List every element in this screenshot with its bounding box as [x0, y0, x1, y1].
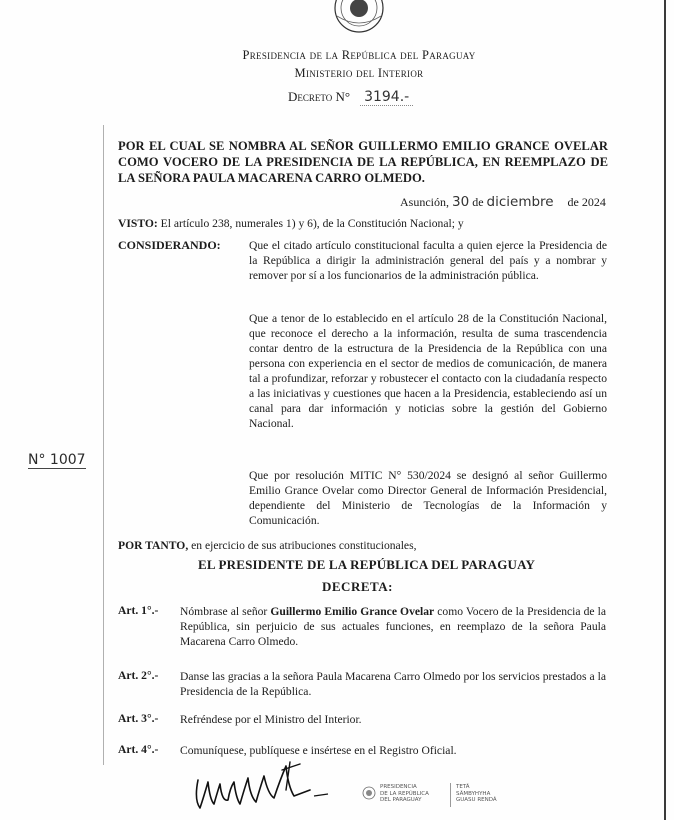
header-ministry: Ministerio del Interior: [294, 66, 424, 80]
decree-label: Decreto N°: [288, 89, 351, 104]
stamp-left-text: PRESIDENCIA DE LA REPÚBLICA DEL PARAGUAY: [380, 784, 429, 803]
margin-line: [103, 125, 104, 765]
header-presidency: Presidencia de la República del Paraguay: [242, 48, 476, 62]
article-2-label: Art. 2°.-: [118, 669, 159, 682]
article-3-label: Art. 3°.-: [118, 712, 159, 725]
date-day: 30: [452, 194, 470, 210]
visto-paragraph: [118, 216, 608, 231]
official-stamp: [362, 780, 522, 810]
por-tanto-text: en ejercicio de sus atribuciones constitucionales,: [191, 539, 417, 552]
date-year: de 2024: [567, 195, 606, 209]
considerando-paragraph-2: Que a tenor de lo establecido en el artículo 28 de la Constitución Nacional, que reconoce el derecho a la información, resulta de suma trascendencia contar dentro de la estructura de la Presidencia de la República con una persona con experiencia en el sector de medios de comunicación, de manera tal a profundizar, reforzar y robustecer el contacto con la ciudadanía respecto a las iniciativas y cuestiones que hacen a la Presidencia, estableciendo así un canal para dar información y noticias sobre la gestión del Gobierno Nacional.: [249, 312, 607, 430]
decreta-heading: DECRETA:: [322, 579, 393, 594]
page-edge-shadow: [664, 0, 666, 820]
article-4-text: Comuníquese, publíquese e insértese en el Registro Oficial.: [180, 744, 457, 757]
stamp-right-text: TETÃ SÃMBYHYHA GUASU RENDÁ: [456, 784, 497, 803]
decree-number: 3194.-: [360, 89, 413, 106]
stamp-seal-icon: [362, 786, 376, 800]
article-3-text: Refréndese por el Ministro del Interior.: [180, 713, 362, 726]
por-tanto-paragraph: [118, 538, 608, 553]
article-1-label: Art. 1°.-: [118, 604, 159, 617]
date-de: de: [472, 195, 484, 209]
president-heading: EL PRESIDENTE DE LA REPÚBLICA DEL PARAGUAY: [198, 557, 536, 572]
decree-number-line: [288, 89, 413, 105]
stamp-divider: [450, 783, 451, 807]
date-prefix: Asunción,: [400, 195, 449, 209]
article-2-text: Danse las gracias a la señora Paula Macarena Carro Olmedo por los servicios prestados a la Presidencia de la República.: [180, 670, 606, 698]
considerando-paragraph-3: Que por resolución MITIC N° 530/2024 se designó al señor Guillermo Emilio Grance Ovelar como Director General de Información Presidencial, dependiente del Ministerio de Tecnologías de la Información y Comunicación.: [249, 469, 607, 527]
por-tanto-label: POR TANTO,: [118, 539, 189, 552]
visto-label: VISTO:: [118, 217, 158, 230]
date-line: [400, 194, 610, 210]
decree-title: POR EL CUAL SE NOMBRA AL SEÑOR GUILLERMO EMILIO GRANCE OVELAR COMO VOCERO DE LA PRESIDENCIA DE LA REPÚBLICA, EN REEMPLAZO DE LA SEÑORA PAULA MACARENA CARRO OLMEDO.: [118, 139, 608, 185]
article-4-label: Art. 4°.-: [118, 743, 159, 756]
handwritten-signature: [190, 760, 330, 818]
margin-handwritten-number: N° 1007: [28, 452, 86, 468]
article-1-text: Nómbrase al señor Guillermo Emilio Grance Ovelar como Vocero de la Presidencia de la República, sin perjuicio de sus actuales funciones, en reemplazo de la señora Paula Macarena Carro Olmedo.: [180, 605, 606, 648]
national-seal-icon: [331, 0, 387, 34]
appointee-name: Guillermo Emilio Grance Ovelar: [270, 605, 435, 618]
date-month: diciembre: [486, 194, 554, 210]
considerando-label: CONSIDERANDO:: [118, 238, 221, 252]
visto-text: El artículo 238, numerales 1) y 6), de la Constitución Nacional; y: [160, 217, 464, 230]
considerando-paragraph-1: Que el citado artículo constitucional faculta a quien ejerce la Presidencia de la República a dirigir la administración general del país y a nombrar y remover por sí a los funcionarios de la administración pública.: [249, 239, 607, 282]
